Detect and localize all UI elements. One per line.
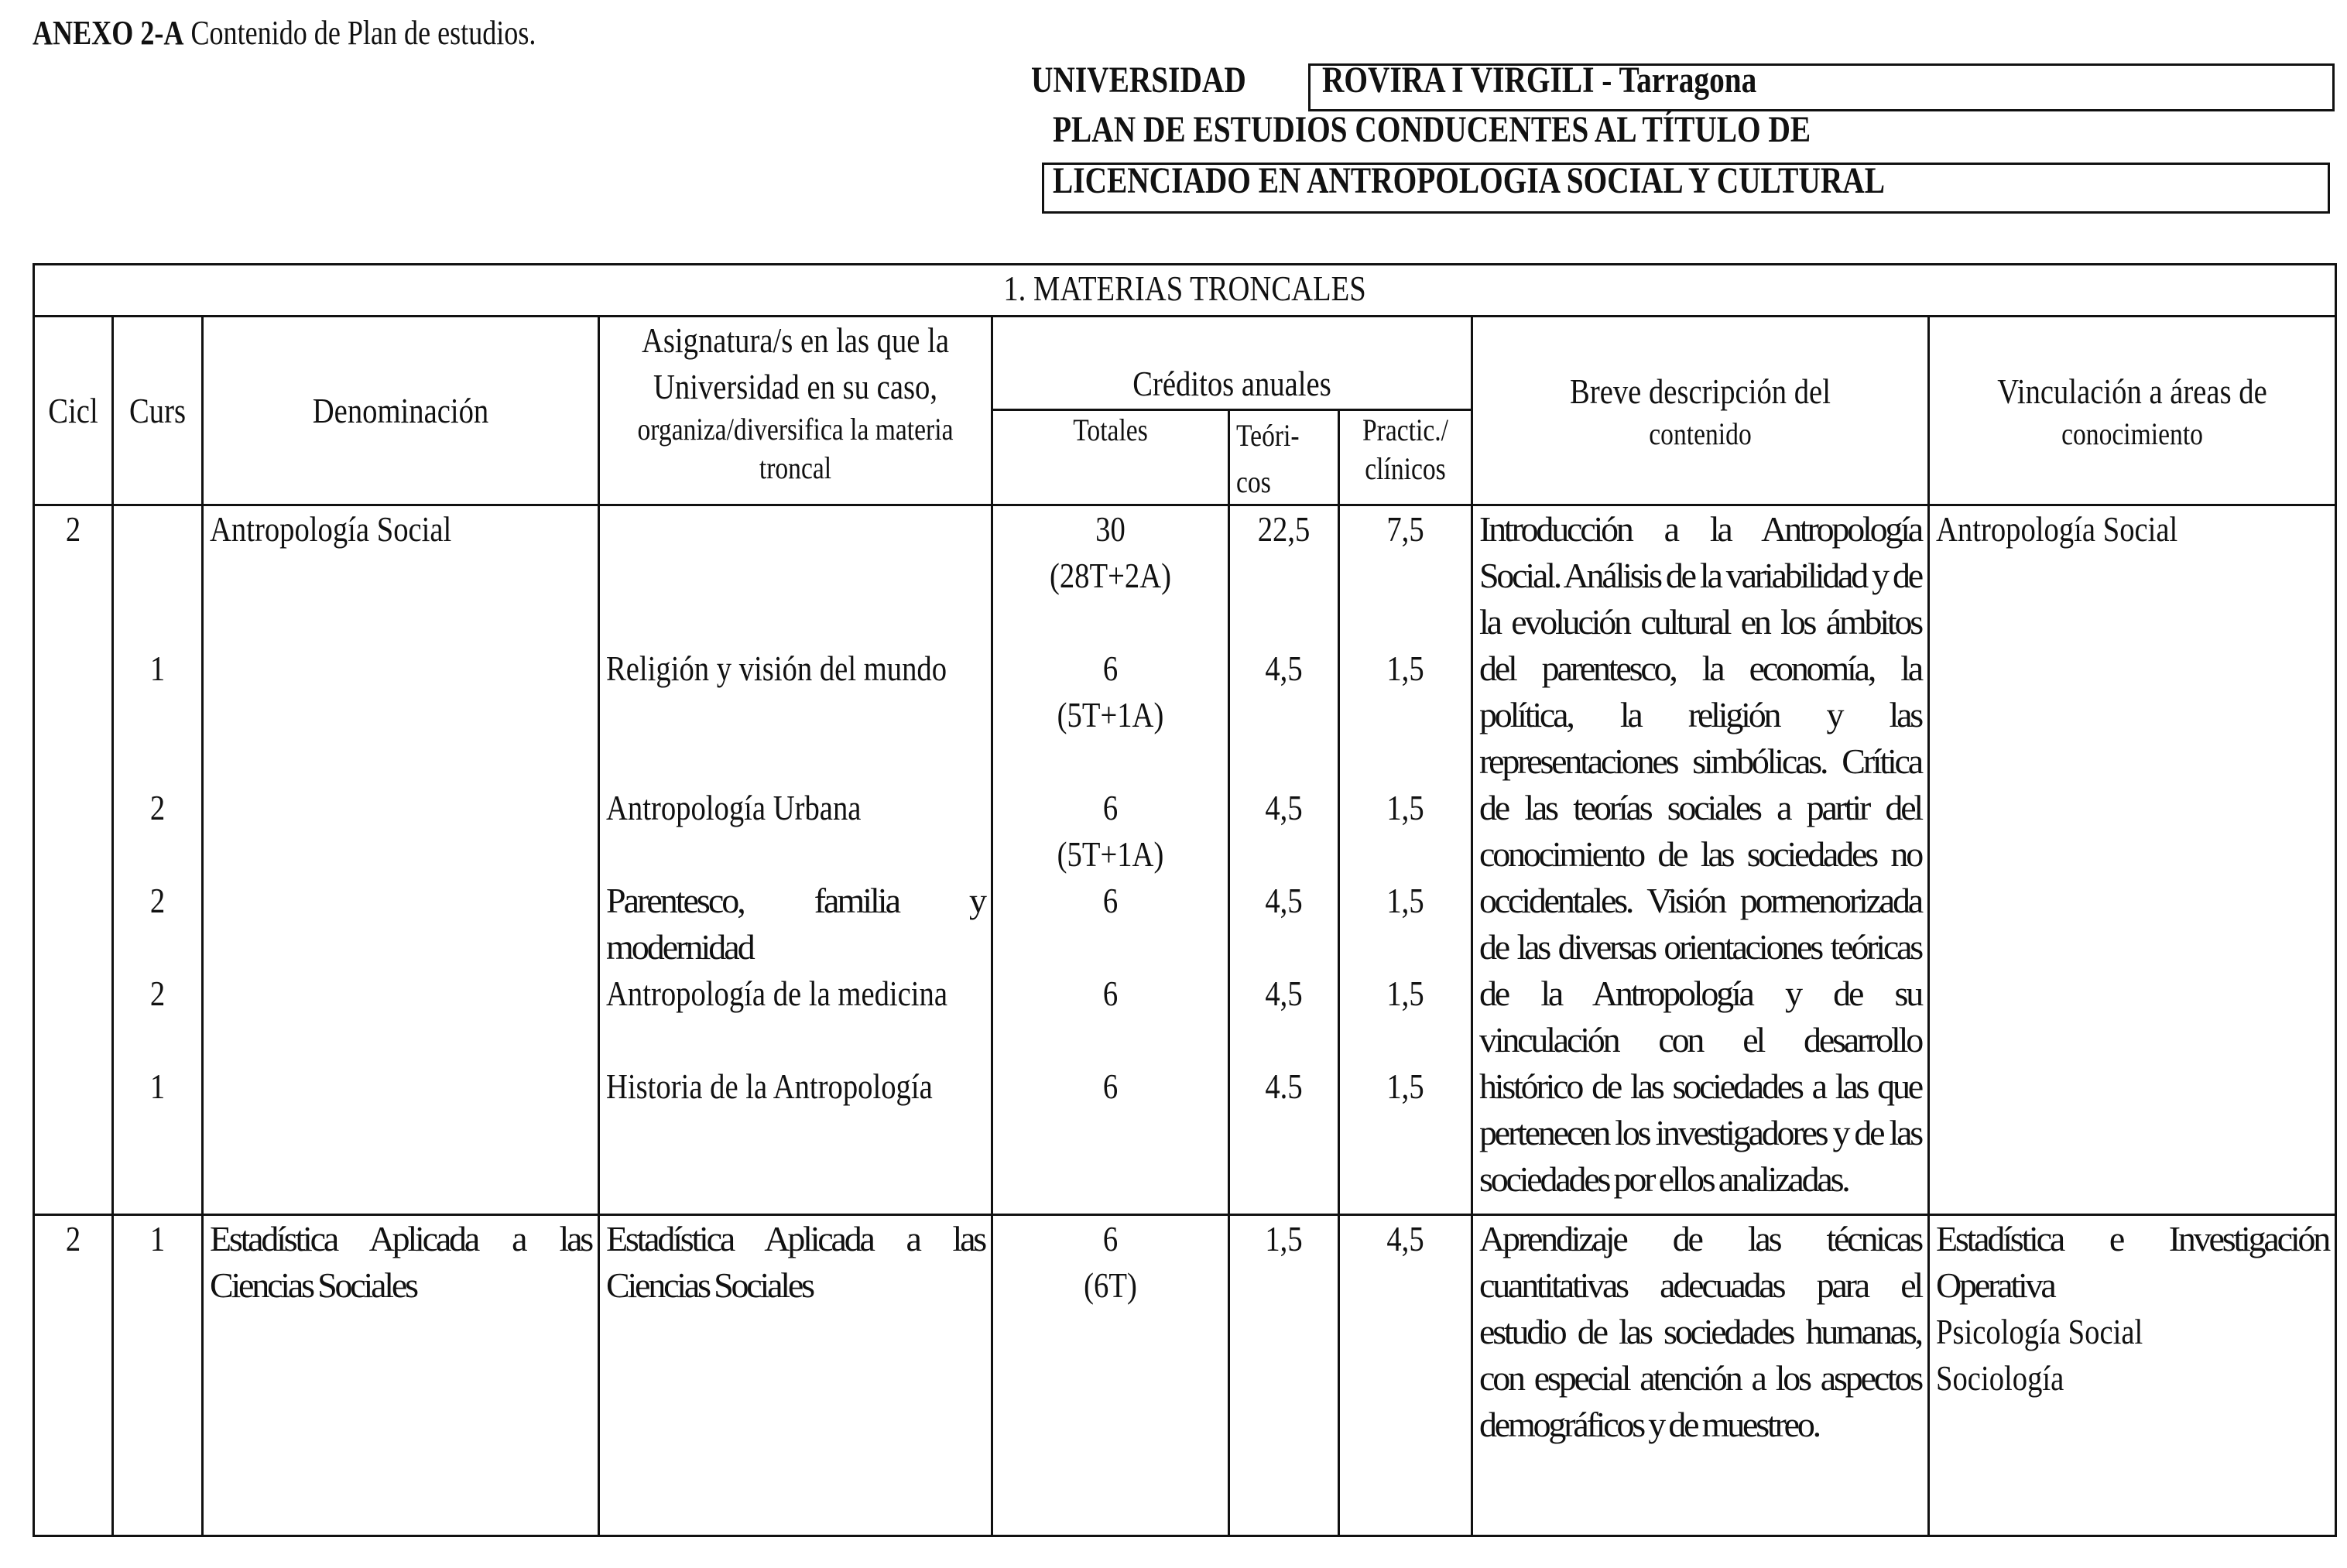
list-item: Historia de la Antropología xyxy=(606,1066,933,1106)
materia2-cicl: 2 xyxy=(34,1215,113,1536)
materia2-vinculacion: Estadística e Investigación Operativa Psicología Social Sociología xyxy=(1929,1215,2336,1536)
header-practicos: Practic./ clínicos xyxy=(1339,410,1472,505)
list-item: Antropología de la medicina xyxy=(606,974,948,1013)
header-asignatura: Asignatura/s en las que la Universidad en su caso, organiza/diversifica la materia troncal xyxy=(599,317,992,505)
titulo-text: LICENCIADO EN ANTROPOLOGIA SOCIAL Y CULTURAL xyxy=(1053,160,1885,201)
materia1-teoricos: 22,5 4,5 4,5 4,5 4,5 4.5 xyxy=(1229,505,1339,1215)
header-creditos: Créditos anuales xyxy=(992,317,1472,410)
header-vinculacion: Vinculación a áreas de conocimiento xyxy=(1929,317,2336,505)
materia1-cicl: 2 xyxy=(34,505,113,1215)
universidad-label: UNIVERSIDAD xyxy=(1031,60,1246,101)
materia2-descripcion: Aprendizaje de las técnicas cuantitativas adecuadas para el estudio de las sociedades humanas, con especial atención a los aspectos demográficos y de muestreo. xyxy=(1472,1215,1929,1536)
header-cicl: Cicl xyxy=(34,317,113,505)
table-row xyxy=(34,1215,2336,1536)
table-title: 1. MATERIAS TRONCALES xyxy=(34,265,2336,317)
materia2-practicos: 4,5 xyxy=(1339,1215,1472,1536)
materia2-denominacion: Estadística Aplicada a las Ciencias Sociales xyxy=(203,1215,599,1536)
materia1-totales: 30 (28T+2A) 6 (5T+1A) 6 (5T+1A) 6 6 6 xyxy=(992,505,1229,1215)
materia1-practicos: 7,5 1,5 1,5 1,5 1,5 1,5 xyxy=(1339,505,1472,1215)
materia2-totales: 6 (6T) xyxy=(992,1215,1229,1536)
materia1-asignaturas xyxy=(599,505,992,1215)
plan-line: PLAN DE ESTUDIOS CONDUCENTES AL TÍTULO DE xyxy=(1053,109,1811,150)
list-item: Religión y visión del mundo xyxy=(606,649,947,688)
header-teoricos: Teóri- cos xyxy=(1229,410,1339,505)
materia2-teoricos: 1,5 xyxy=(1229,1215,1339,1536)
materia1-vinculacion: Antropología Social xyxy=(1929,505,2336,1215)
header-totales: Totales xyxy=(992,410,1229,505)
materias-troncales-table xyxy=(33,263,2337,1537)
materia1-curs-column: 1 2 2 2 1 xyxy=(113,505,203,1215)
materia1-descripcion: Introducción a la Antropología Social. Análisis de la variabilidad y de la evolución cultural en los ámbitos del parentesco, la economía, la política, la religión y las representaciones simbólicas. Crítica de las teorías sociales a partir del conocimiento de las sociedades no occidentales. Visión pormenorizada de las diversas orientaciones teóricas de la Antropología y de su vinculación con el desarrollo histórico de las sociedades a las que pertenecen los investigadores y de las sociedades por ellos analizadas. xyxy=(1472,505,1929,1215)
header-descripcion: Breve descripción del contenido xyxy=(1472,317,1929,505)
list-item: Antropología Urbana xyxy=(606,788,862,827)
materia2-asignatura: Estadística Aplicada a las Ciencias Sociales xyxy=(599,1215,992,1536)
header-denominacion: Denominación xyxy=(203,317,599,505)
materia1-denominacion: Antropología Social xyxy=(203,505,599,1215)
list-item: Parentesco, familia y modernidad xyxy=(606,881,985,967)
header-curs: Curs xyxy=(113,317,203,505)
anexo-label: ANEXO 2-A xyxy=(33,14,184,52)
materia2-curs: 1 xyxy=(113,1215,203,1536)
anexo-heading xyxy=(33,6,536,60)
table-row xyxy=(34,505,2336,1215)
anexo-text: Contenido de Plan de estudios. xyxy=(190,14,536,52)
universidad-value: ROVIRA I VIRGILI - Tarragona xyxy=(1322,60,1757,101)
